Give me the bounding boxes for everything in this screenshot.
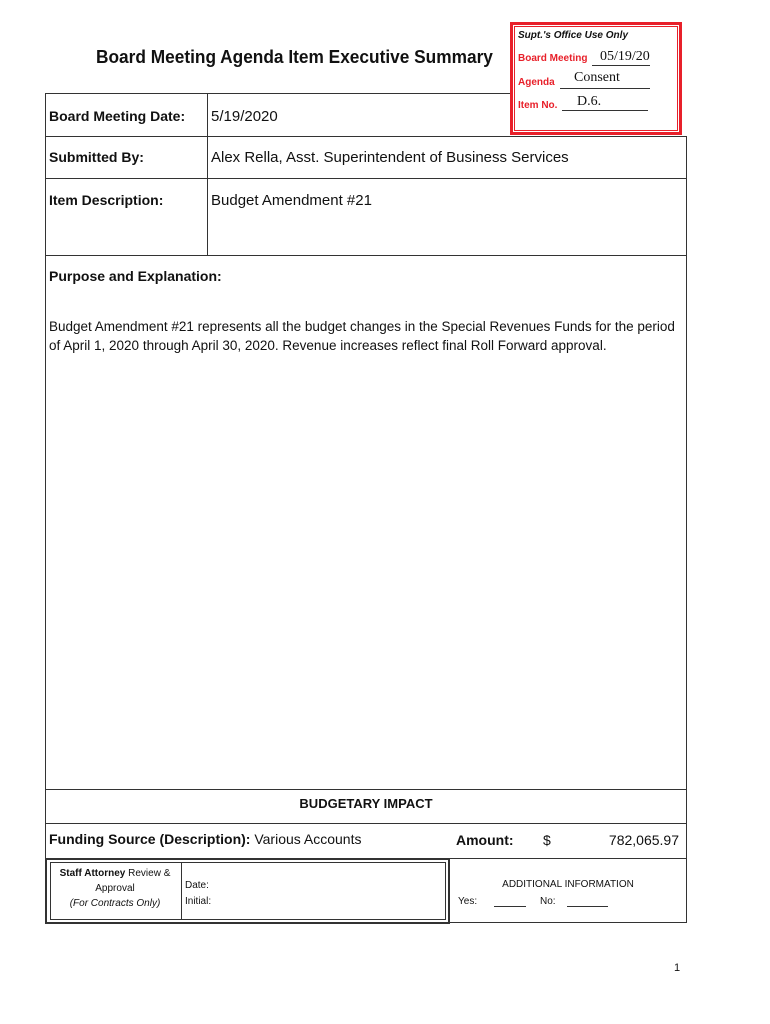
table-top-line <box>45 93 510 94</box>
item-no-value: D.6. <box>577 94 602 109</box>
item-no-label: Item No. <box>518 100 558 111</box>
page-title: Board Meeting Agenda Item Executive Summary <box>96 47 493 67</box>
budget-top-line <box>45 789 687 790</box>
label-column-divider <box>207 93 208 255</box>
amount-currency: $ <box>543 832 551 848</box>
meeting-date-value: 5/19/2020 <box>211 108 278 125</box>
item-no-line <box>562 110 648 111</box>
attorney-line1-bold: Staff Attorney <box>59 868 126 879</box>
purpose-heading: Purpose and Explanation: <box>49 268 222 284</box>
funding-source-label: Funding Source (Description): <box>49 831 251 847</box>
attorney-initial-label: Initial: <box>185 896 212 907</box>
purpose-text: Budget Amendment #21 represents all the budget changes in the Special Revenues Funds for the period of April 1, 2020 through April 30, 2020. Revenue increases reflect final Roll Forward approval. <box>49 319 675 353</box>
row-divider-1 <box>45 136 687 137</box>
agenda-value: Consent <box>574 70 620 85</box>
board-meeting-line <box>592 65 650 66</box>
agenda-label: Agenda <box>518 77 555 88</box>
additional-info-heading: ADDITIONAL INFORMATION <box>502 879 634 890</box>
budget-heading-line <box>45 823 687 824</box>
attorney-review-label <box>52 866 178 911</box>
budgetary-impact-heading: BUDGETARY IMPACT <box>299 796 433 811</box>
no-blank[interactable] <box>567 906 608 907</box>
no-label: No: <box>540 896 556 907</box>
funding-source-value: Various Accounts <box>254 831 362 847</box>
attorney-line2: Approval <box>95 883 135 894</box>
attorney-line1-rest: Review & <box>128 868 171 879</box>
row-divider-2 <box>45 178 687 179</box>
attorney-date-label: Date: <box>185 880 209 891</box>
agenda-line <box>560 88 650 89</box>
office-use-heading: Supt.'s Office Use Only <box>518 30 628 41</box>
funding-source <box>49 831 361 847</box>
item-description-label: Item Description: <box>49 192 164 208</box>
amount-value: 782,065.97 <box>608 832 679 848</box>
yes-blank[interactable] <box>494 906 526 907</box>
attorney-divider <box>181 862 182 920</box>
submitted-by-value: Alex Rella, Asst. Superintendent of Business Services <box>211 149 569 166</box>
item-description-value: Budget Amendment #21 <box>211 192 372 209</box>
meeting-date-label: Board Meeting Date: <box>49 108 186 124</box>
page-number: 1 <box>674 962 681 974</box>
submitted-by-label: Submitted By: <box>49 149 144 165</box>
row-divider-3 <box>45 255 687 256</box>
board-meeting-label: Board Meeting <box>518 53 588 64</box>
yes-label: Yes: <box>458 896 478 907</box>
amount-label: Amount: <box>456 832 514 848</box>
board-meeting-value: 05/19/20 <box>600 49 650 64</box>
attorney-line3: (For Contracts Only) <box>69 898 161 909</box>
